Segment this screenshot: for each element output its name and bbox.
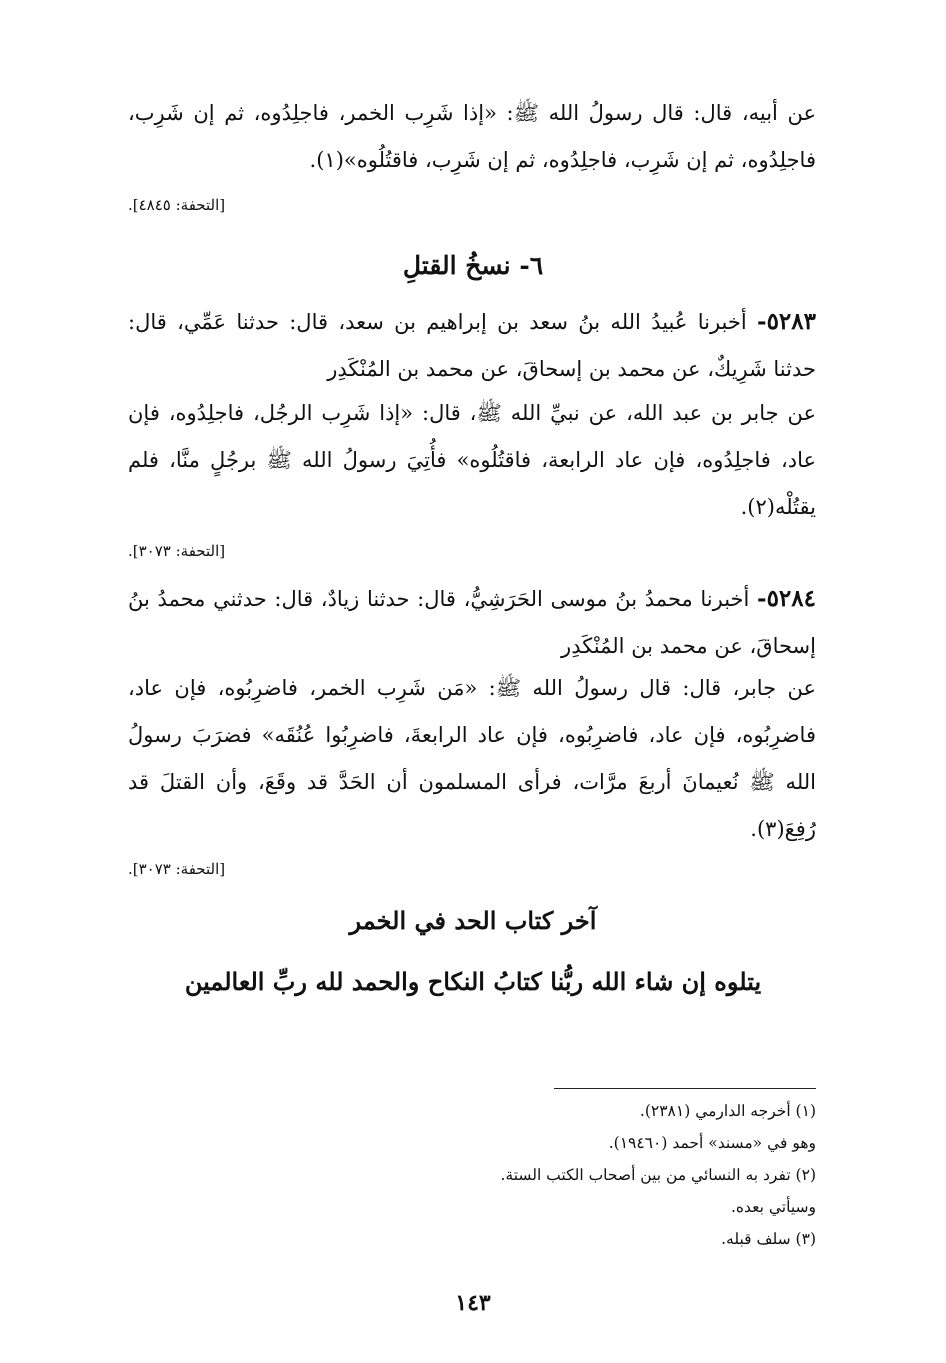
next-book-heading: يتلوه إن شاء الله ربُّنا كتابُ النكاح والحمد لله ربِّ العالمين [184,967,762,996]
footnote-2: (٢) تفرد به النسائي من بين أصحاب الكتب الستة. [500,1166,816,1184]
tuhfa-reference-2: [التحفة: ٣٠٧٣]. [128,542,226,560]
footnote-3: (٣) سلف قبله. [721,1230,816,1248]
hadith-5283-isnad [128,298,816,393]
footnote-1-cont: وهو في «مسند» أحمد (١٩٤٦٠). [608,1134,816,1152]
hadith-5283-matn: عن جابر بن عبد الله، عن نبيِّ الله ﷺ، قال: «إذا شَرِب الرجُل، فاجلِدُوه، فإن عاد، فاجلِدُوه، فإن عاد الرابعة، فاقتُلُوه» فأُتِيَ رسولُ الله ﷺ برجُلٍ منَّا، فلم يقتُلْه(٢). [128,401,816,519]
footnote-2-cont: وسيأتي بعده. [730,1198,816,1216]
hadith-number: ٥٢٨٤- [757,585,816,612]
tuhfa-reference-3: [التحفة: ٣٠٧٣]. [128,860,226,878]
hadith-number: ٥٢٨٣- [757,308,816,335]
footnote-1: (١) أخرجه الدارمي (٢٣٨١). [639,1102,816,1120]
book-end-heading: آخر كتاب الحد في الخمر [349,906,597,935]
tuhfa-reference-1: [التحفة: ٤٨٤٥]. [128,196,226,214]
hadith-5284-matn: عن جابر، قال: قال رسولُ الله ﷺ: «مَن شَرِب الخمر، فاضرِبُوه، فإن عاد، فاضرِبُوه، فإن عاد، فاضرِبُوه، فإن عاد الرابعةَ، فاضرِبُوا عُنُقَه» فضرَبَ رسولُ الله ﷺ نُعيمانَ أربعَ مرَّات، فرأى المسلمون أن الحَدَّ قد وقَعَ، وأن القتلَ قد رُفِعَ(٣). [128,676,817,841]
chapter-heading: ٦- نسخُ القتلِ [402,251,544,280]
hadith-continuation-text: عن أبيه، قال: قال رسولُ الله ﷺ: «إذا شَرِب الخمر، فاجلِدُوه، ثم إن شَرِب، فاجلِدُوه، ثم إن شَرِب، فاجلِدُوه، ثم إن شَرِب، فاقتُلُوه»(١). [128,101,816,172]
isnad-text: أخبرنا عُبيدُ الله بنُ سعد بن إبراهيم بن سعد، قال: حدثنا عَمِّي، قال: حدثنا شَرِيكٌ، عن محمد بن إسحاقَ، عن محمد بن المُنْكَدِر [128,310,816,381]
footnote-divider [554,1088,816,1089]
page-number: ١٤٣ [455,1290,491,1316]
hadith-5284-isnad [128,575,816,670]
isnad-text: أخبرنا محمدُ بنُ موسى الحَرَشِيُّ، قال: حدثنا زيادٌ، قال: حدثني محمدُ بنُ إسحاقَ، عن محمد بن المُنْكَدِر [128,587,816,658]
